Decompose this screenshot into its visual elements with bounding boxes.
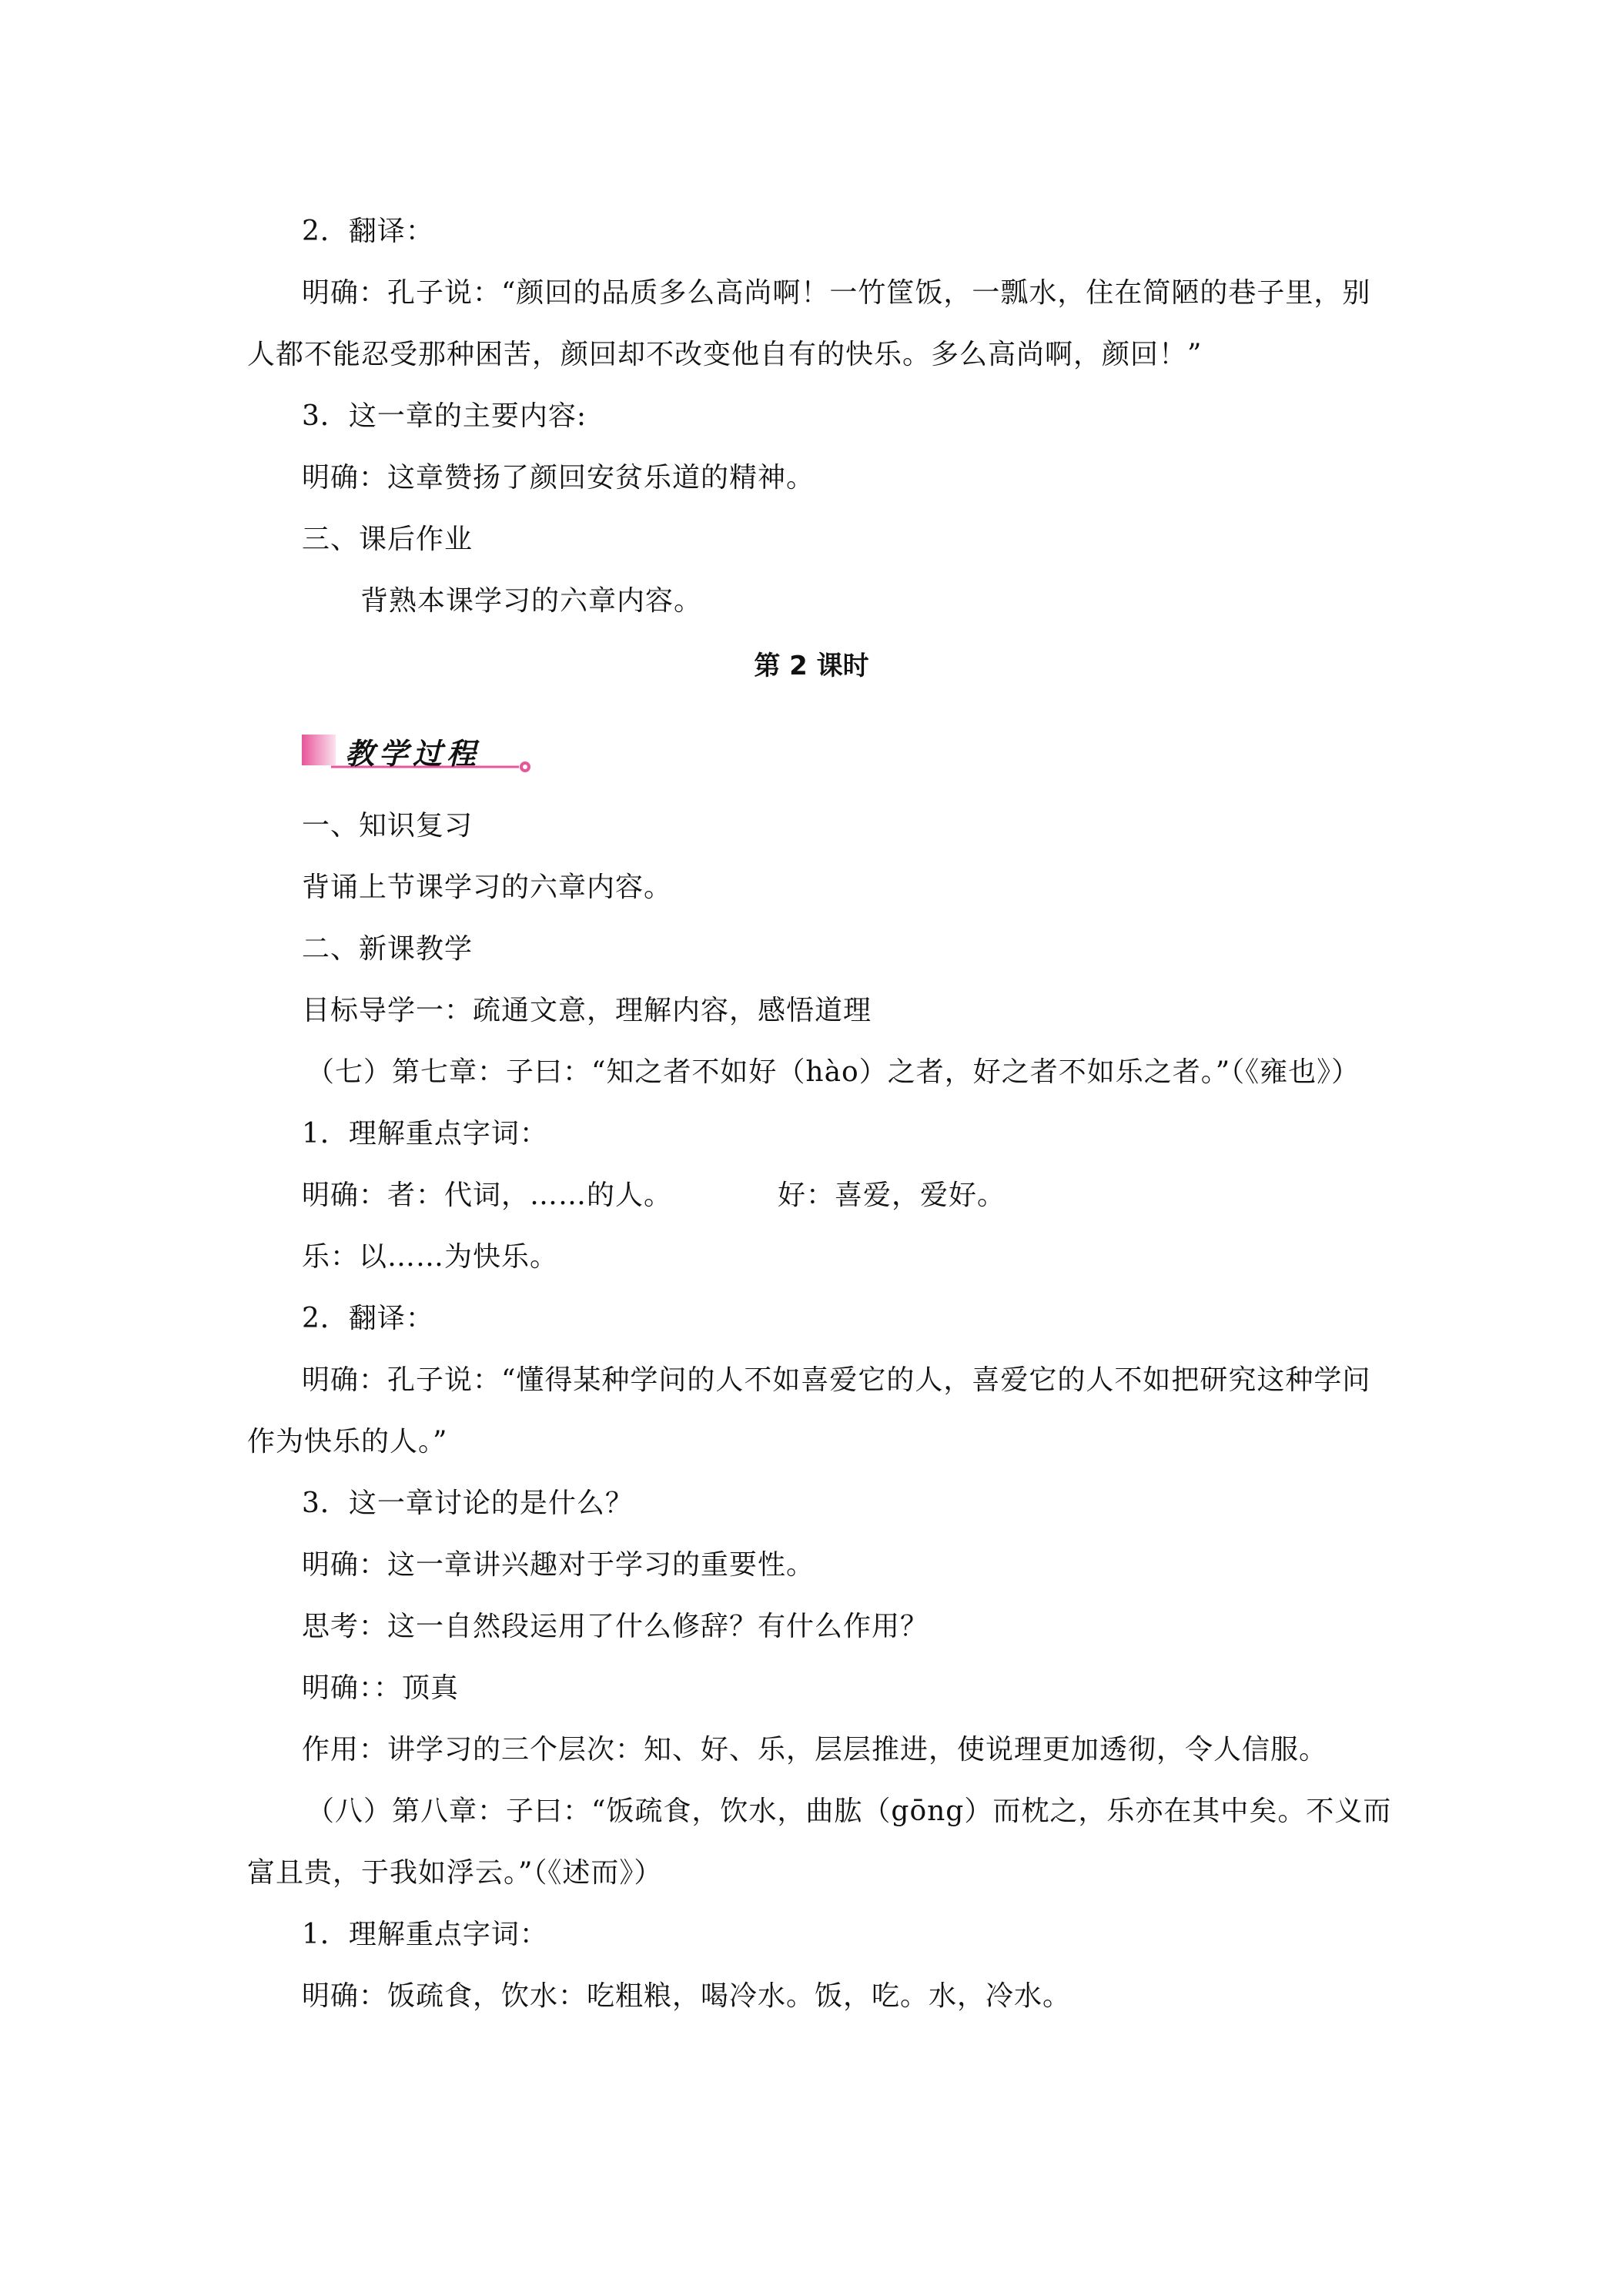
ch7-translation-heading: 2．翻译： xyxy=(302,1303,434,1334)
ch7-word-1: 明确：者：代词，……的人。 xyxy=(302,1180,673,1211)
new-lesson-heading: 二、新课教学 xyxy=(302,933,474,965)
ch7-translation-line-1: 明确：孔子说：“懂得某种学问的人不如喜爱它的人，喜爱它的人不如把研究这种学问 xyxy=(302,1364,1371,1396)
ch8-words-heading: 1．理解重点字词： xyxy=(302,1919,548,1950)
ch7-word-2: 好：喜爱，爱好。 xyxy=(778,1180,1006,1211)
banner-text: 教学过程 xyxy=(345,736,481,771)
section-3-heading: 3．这一章的主要内容: xyxy=(302,400,587,432)
review-heading: 一、知识复习 xyxy=(302,810,474,842)
chapter-7-text: （七）第七章：子曰：“知之者不如好（hào）之者，好之者不如乐之者。”（《雍也》） xyxy=(306,1056,1360,1088)
ch7-think-question: 思考：这一自然段运用了什么修辞？有什么作用？ xyxy=(302,1611,929,1642)
ch7-rhetoric-answer: 明确：：顶真 xyxy=(302,1672,460,1704)
review-text: 背诵上节课学习的六章内容。 xyxy=(302,872,673,903)
ch7-translation-line-2: 作为快乐的人。” xyxy=(247,1426,448,1458)
homework-heading: 三、课后作业 xyxy=(302,524,474,555)
translation-line-2: 人都不能忍受那种困苦，颜回却不改变他自有的快乐。多么高尚啊，颜回！” xyxy=(247,339,1203,370)
main-content-answer: 明确：这章赞扬了颜回安贫乐道的精神。 xyxy=(302,462,815,494)
ch7-answer: 明确：这一章讲兴趣对于学习的重要性。 xyxy=(302,1549,815,1581)
ch8-word-1: 明确：饭疏食，饮水：吃粗粮，喝冷水。饭，吃。水，冷水。 xyxy=(302,1980,1072,2012)
teaching-process-banner xyxy=(299,727,537,776)
ch7-words-heading: 1．理解重点字词： xyxy=(302,1118,548,1150)
chapter-8-line-1: （八）第八章：子曰：“饭疏食，饮水，曲肱（gōng）而枕之，乐亦在其中矣。不义而 xyxy=(306,1796,1392,1827)
ch7-effect: 作用：讲学习的三个层次：知、好、乐，层层推进，使说理更加透彻，令人信服。 xyxy=(302,1734,1328,1766)
lesson-title: 第 2 课时 xyxy=(754,651,869,681)
goal-text: 目标导学一：疏通文意，理解内容，感悟道理 xyxy=(302,995,872,1026)
ch7-question: 3．这一章讨论的是什么？ xyxy=(302,1488,634,1519)
translation-line-1: 明确：孔子说：“颜回的品质多么高尚啊！一竹筐饭，一瓢水，住在简陋的巷子里，别 xyxy=(302,277,1371,309)
chapter-8-line-2: 富且贵，于我如浮云。”（《述而》） xyxy=(247,1857,663,1889)
section-2-heading: 2．翻译： xyxy=(302,216,434,247)
homework-text: 背熟本课学习的六章内容。 xyxy=(360,585,703,617)
ch7-word-3: 乐：以……为快乐。 xyxy=(302,1241,559,1273)
